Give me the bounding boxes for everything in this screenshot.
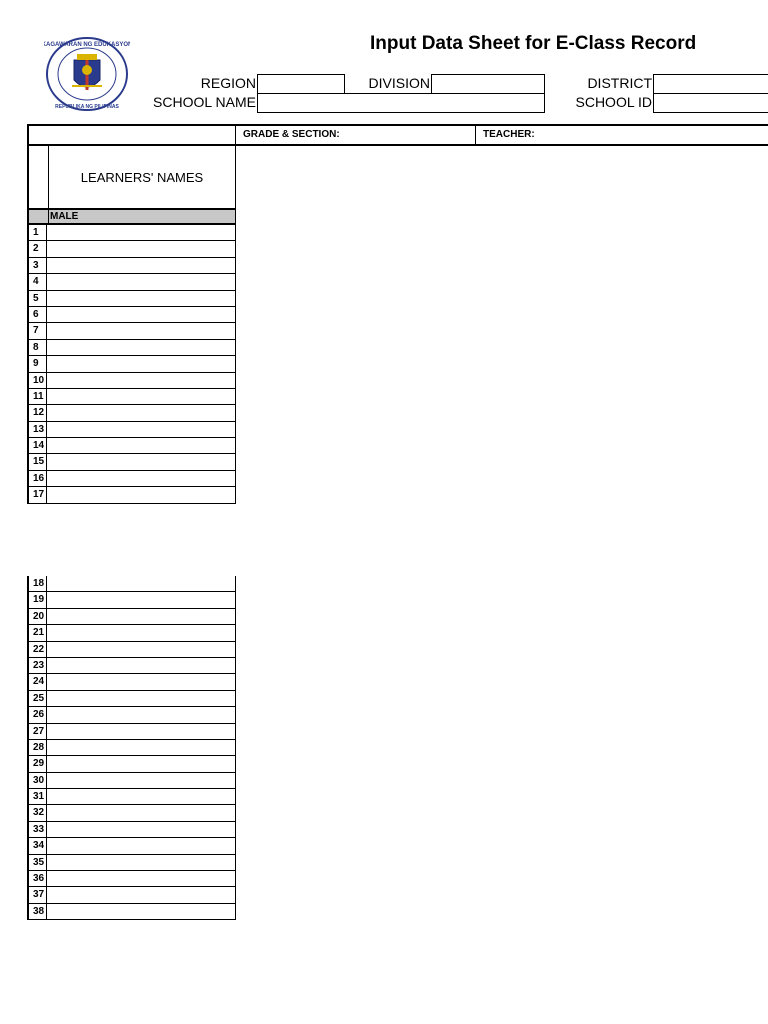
table-row: [27, 724, 236, 740]
learner-name-cell[interactable]: [47, 422, 236, 437]
table-row: [27, 592, 236, 608]
school-name-label: SCHOOL NAME: [153, 94, 256, 110]
row-number: 29: [27, 756, 47, 771]
learner-name-cell[interactable]: [47, 789, 236, 804]
learner-name-cell[interactable]: [47, 340, 236, 355]
class-info-divider: [475, 124, 476, 146]
learner-name-cell[interactable]: [47, 471, 236, 486]
learners-names-title: LEARNERS' NAMES: [80, 169, 204, 185]
learner-name-cell[interactable]: [47, 592, 236, 607]
teacher-label[interactable]: TEACHER:: [483, 129, 535, 140]
table-row: [27, 674, 236, 690]
row-number: 37: [27, 887, 47, 902]
table-row: [27, 487, 236, 503]
table-row: [27, 389, 236, 405]
learner-name-cell[interactable]: [47, 658, 236, 673]
row-number: 38: [27, 904, 47, 919]
learner-name-cell[interactable]: [47, 838, 236, 853]
row-number: 27: [27, 724, 47, 739]
row-number: 19: [27, 592, 47, 607]
row-number: 6: [27, 307, 47, 322]
table-row: [27, 291, 236, 307]
learner-name-cell[interactable]: [47, 241, 236, 256]
row-number: 13: [27, 422, 47, 437]
learner-name-cell[interactable]: [47, 674, 236, 689]
table-row: [27, 241, 236, 257]
row-number: 15: [27, 454, 47, 469]
row-number: 31: [27, 789, 47, 804]
learner-name-cell[interactable]: [47, 756, 236, 771]
table-row: [27, 258, 236, 274]
row-number: 8: [27, 340, 47, 355]
row-number: 2: [27, 241, 47, 256]
row-number: 28: [27, 740, 47, 755]
row-number: 16: [27, 471, 47, 486]
row-number: 5: [27, 291, 47, 306]
learner-name-cell[interactable]: [47, 307, 236, 322]
table-row: [27, 576, 236, 592]
row-number: 1: [27, 225, 47, 240]
table-row: [27, 307, 236, 323]
table-row: [27, 438, 236, 454]
learner-name-cell[interactable]: [47, 356, 236, 371]
learner-name-cell[interactable]: [47, 389, 236, 404]
table-row: [27, 691, 236, 707]
table-row: [27, 405, 236, 421]
table-row: [27, 822, 236, 838]
row-number: 17: [27, 487, 47, 502]
table-row: [27, 789, 236, 805]
row-number: 25: [27, 691, 47, 706]
row-number: 23: [27, 658, 47, 673]
table-row: [27, 740, 236, 756]
learner-name-cell[interactable]: [47, 258, 236, 273]
table-row: [27, 855, 236, 871]
learner-name-cell[interactable]: [47, 707, 236, 722]
row-number: 33: [27, 822, 47, 837]
row-number: 21: [27, 625, 47, 640]
division-label: DIVISION: [368, 75, 430, 91]
learner-name-cell[interactable]: [47, 904, 236, 919]
table-row: [27, 340, 236, 356]
table-row: [27, 871, 236, 887]
row-number: 24: [27, 674, 47, 689]
row-number: 3: [27, 258, 47, 273]
row-number: 7: [27, 323, 47, 338]
district-field[interactable]: [653, 74, 768, 94]
table-row: [27, 454, 236, 470]
table-row: [27, 471, 236, 487]
learner-name-cell[interactable]: [47, 274, 236, 289]
table-row: [27, 373, 236, 389]
table-row: [27, 887, 236, 903]
table-row: [27, 838, 236, 854]
row-number: 18: [27, 576, 47, 591]
male-label: MALE: [50, 211, 79, 222]
learner-name-cell[interactable]: [47, 642, 236, 657]
learner-name-cell[interactable]: [47, 691, 236, 706]
learner-name-cell[interactable]: [47, 373, 236, 388]
table-row: [27, 773, 236, 789]
learners-names-header: [27, 146, 236, 208]
region-field[interactable]: [257, 74, 345, 94]
row-number: 9: [27, 356, 47, 371]
table-row: [27, 707, 236, 723]
table-row: [27, 609, 236, 625]
learner-name-cell[interactable]: [47, 740, 236, 755]
district-label: DISTRICT: [587, 75, 652, 91]
deped-seal-logo: [44, 36, 130, 112]
division-field[interactable]: [431, 74, 545, 94]
learner-name-cell[interactable]: [47, 625, 236, 640]
region-label: REGION: [200, 75, 256, 91]
row-number: 32: [27, 805, 47, 820]
male-number-cell: [29, 210, 49, 223]
row-number: 12: [27, 405, 47, 420]
learner-name-cell[interactable]: [47, 576, 236, 591]
learner-name-cell[interactable]: [47, 773, 236, 788]
row-number: 4: [27, 274, 47, 289]
table-row: [27, 904, 236, 920]
number-column-header: [29, 146, 49, 208]
school-id-label: SCHOOL ID: [575, 94, 652, 110]
learner-name-cell[interactable]: [47, 291, 236, 306]
row-number: 34: [27, 838, 47, 853]
learner-name-cell[interactable]: [47, 805, 236, 820]
row-number: 10: [27, 373, 47, 388]
table-row: [27, 274, 236, 290]
row-number: 14: [27, 438, 47, 453]
table-row: [27, 642, 236, 658]
row-number: 26: [27, 707, 47, 722]
page-title: Input Data Sheet for E-Class Record: [370, 33, 697, 54]
row-number: 22: [27, 642, 47, 657]
row-number: 35: [27, 855, 47, 870]
learner-name-cell[interactable]: [47, 487, 236, 502]
learner-name-cell[interactable]: [47, 609, 236, 624]
row-number: 20: [27, 609, 47, 624]
learner-name-cell[interactable]: [47, 855, 236, 870]
learners-table-part1: [27, 225, 236, 504]
table-row: [27, 225, 236, 241]
grade-section-label[interactable]: GRADE & SECTION:: [243, 129, 340, 140]
school-name-field[interactable]: [257, 93, 545, 113]
learner-name-cell[interactable]: [47, 887, 236, 902]
male-section-header: [27, 208, 236, 225]
class-info-divider: [235, 124, 236, 146]
svg-text:KAGAWARAN NG EDUKASYON: KAGAWARAN NG EDUKASYON: [44, 42, 130, 48]
row-number: 36: [27, 871, 47, 886]
learner-name-cell[interactable]: [47, 323, 236, 338]
row-number: 11: [27, 389, 47, 404]
class-info-bar: [27, 124, 768, 146]
learner-name-cell[interactable]: [47, 871, 236, 886]
learners-table-part2: [27, 576, 236, 920]
table-row: [27, 323, 236, 339]
learner-name-cell[interactable]: [47, 438, 236, 453]
table-row: [27, 356, 236, 372]
svg-text:REPUBLIKA NG PILIPINAS: REPUBLIKA NG PILIPINAS: [55, 104, 119, 110]
table-row: [27, 422, 236, 438]
table-row: [27, 805, 236, 821]
learner-name-cell[interactable]: [47, 225, 236, 240]
row-number: 30: [27, 773, 47, 788]
table-row: [27, 658, 236, 674]
learner-name-cell[interactable]: [47, 405, 236, 420]
learner-name-cell[interactable]: [47, 724, 236, 739]
learner-name-cell[interactable]: [47, 454, 236, 469]
learner-name-cell[interactable]: [47, 822, 236, 837]
school-id-field[interactable]: [653, 93, 768, 113]
table-row: [27, 756, 236, 772]
table-row: [27, 625, 236, 641]
